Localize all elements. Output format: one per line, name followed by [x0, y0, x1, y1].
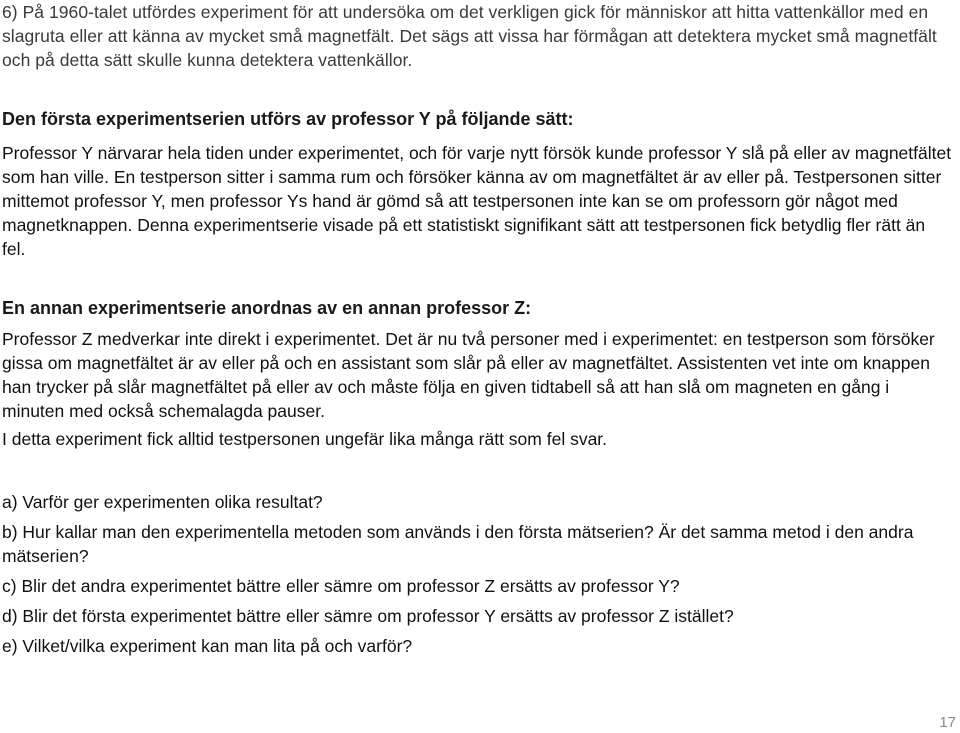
question-a: a) Varför ger experimenten olika resultat?: [2, 492, 323, 512]
section2-heading: En annan experimentserie anordnas av en annan professor Z:: [2, 298, 532, 318]
section1-heading: Den första experimentserien utförs av professor Y på följande sätt:: [2, 109, 574, 129]
question-d: d) Blir det första experimentet bättre eller sämre om professor Y ersätts av professor Z istället?: [2, 606, 734, 626]
question-c: c) Blir det andra experimentet bättre eller sämre om professor Z ersätts av professor Y?: [2, 576, 680, 596]
question-b: b) Hur kallar man den experimentella metoden som används i den första mätserien? Är det samma metod i den andra mätserien?: [2, 522, 914, 566]
question-list: [2, 490, 952, 664]
intro-paragraph: 6) På 1960-talet utfördes experiment för att undersöka om det verkligen gick för människor att hitta vattenkällor med en slagruta eller att känna av mycket små magnetfält. Det sägs att vissa har förmågan att detektera mycket små magnetfält och på detta sätt skulle kunna detektera vattenkällor.: [2, 2, 937, 70]
page-number: 17: [939, 714, 956, 731]
question-e: e) Vilket/vilka experiment kan man lita på och varför?: [2, 636, 413, 656]
section2-result: I detta experiment fick alltid testpersonen ungefär lika många rätt som fel svar.: [2, 429, 608, 449]
section1-text: Professor Y närvarar hela tiden under experimentet, och för varje nytt försök kunde professor Y slå på eller av magnetfältet som han ville. En testperson sitter i samma rum och försöker känna av om magnetfältet är av eller på. Testpersonen sitter mittemot professor Y, men professor Ys hand är gömd så att testpersonen inte kan se om professorn gör något med magnetknappen. Denna experimentserie visade på ett statistiskt signifikant sätt att testpersonen fick betydlig fler rätt än fel.: [2, 143, 952, 259]
section2-text: Professor Z medverkar inte direkt i experimentet. Det är nu två personer med i experimentet: en testperson som försöker gissa om magnetfältet är av eller på och en assistant som slår på eller av magnetfältet. Assistenten vet inte om knappen han trycker på slår magnetfältet på eller av och måste följa en given tidtabell så att han slå om magneten en gång i minuten med också schemalagda pauser.: [2, 329, 935, 421]
